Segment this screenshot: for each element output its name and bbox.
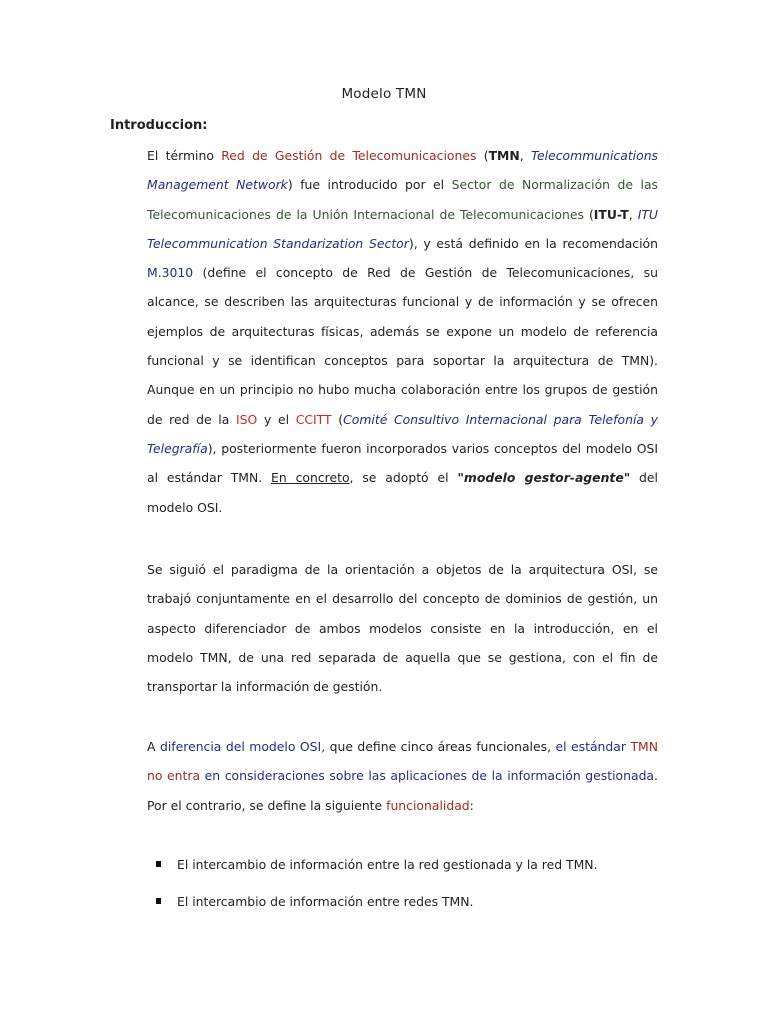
text-run: El término: [147, 148, 222, 163]
document-title: Modelo TMN: [341, 86, 427, 102]
functionality-list: [156, 850, 676, 924]
text-run: "modelo gestor-agente": [457, 470, 631, 486]
text-run: TMN: [630, 739, 658, 754]
text-run: ,: [628, 206, 638, 222]
text-run: ITU-T: [593, 206, 629, 222]
text-run: ITU Telecommunication Standarization Sector: [147, 206, 658, 251]
text-run: no entra: [147, 768, 201, 784]
text-run: (define el concepto de Red de Gestión de Telecomunicaciones, su alcance, se describen las arquitecturas funcional y de información y se ofrecen ejemplos de arquitecturas físicas, además se expone un modelo de referencia funcional y se identifican conceptos para soportar la arquitectura de TMN). Aunque en un principio no hubo mucha colaboración entre los grupos de gestión de red de la: [147, 265, 658, 427]
text-run: funcionalidad: [386, 797, 470, 813]
text-run: , se adoptó el: [349, 470, 458, 486]
section-heading: Introduccion:: [110, 118, 208, 133]
intro-paragraph-3: [147, 732, 658, 820]
list-item: [156, 850, 676, 887]
text-run: el estándar: [555, 739, 626, 754]
text-run: ,: [519, 148, 531, 163]
text-run: Telecommunications Management Network: [147, 148, 659, 193]
text-run: Sector de Normalización de las Telecomunicaciones de la Unión Internacional de Telecomunicaciones: [147, 177, 658, 222]
text-run: A: [147, 739, 160, 754]
list-item-text: El intercambio de información entre redes TMN.: [177, 894, 474, 909]
text-run: (: [583, 206, 594, 222]
text-run: En concreto: [271, 470, 350, 486]
text-run: ISO: [236, 411, 258, 427]
text-run: (: [476, 148, 489, 163]
text-run: , que define cinco áreas funcionales,: [321, 739, 556, 754]
text-run: CCITT: [295, 411, 332, 427]
text-run: en consideraciones sobre las aplicaciones de la información gestionada: [204, 768, 655, 784]
intro-paragraph-2: Se siguió el paradigma de la orientación a objetos de la arquitectura OSI, se trabajó conjuntamente en el desarrollo del concepto de dominios de gestión, un aspecto diferenciador de ambos modelos consiste en la introducción, en el modelo TMN, de una red separada de aquella que se gestiona, con el fin de transportar la información de gestión.: [147, 562, 658, 695]
text-run: ), y está definido en la recomendación: [408, 235, 658, 251]
intro-paragraph-1: [147, 141, 658, 522]
text-run: TMN: [488, 148, 520, 163]
list-item-text: El intercambio de información entre la red gestionada y la red TMN.: [177, 857, 598, 872]
list-item: [156, 887, 676, 924]
text-run: ) fue introducido por el: [287, 177, 452, 193]
text-run: ), posteriormente fueron incorporados varios conceptos del modelo OSI al estándar TMN.: [147, 440, 658, 486]
text-run: :: [469, 797, 474, 813]
bullet-icon: [156, 898, 161, 904]
text-run: Red de Gestión de Telecomunicaciones: [221, 148, 477, 163]
text-run: . Por el contrario, se define la siguiente: [147, 768, 658, 813]
bullet-icon: [156, 861, 161, 867]
text-run: y el: [257, 411, 296, 427]
text-run: M.3010: [147, 265, 194, 281]
text-run: diferencia del modelo OSI: [159, 739, 322, 754]
text-run: (: [331, 411, 344, 427]
text-run: del modelo OSI.: [147, 470, 658, 515]
text-run: Comité Consultivo Internacional para Telefonía y Telegrafía: [147, 411, 658, 456]
